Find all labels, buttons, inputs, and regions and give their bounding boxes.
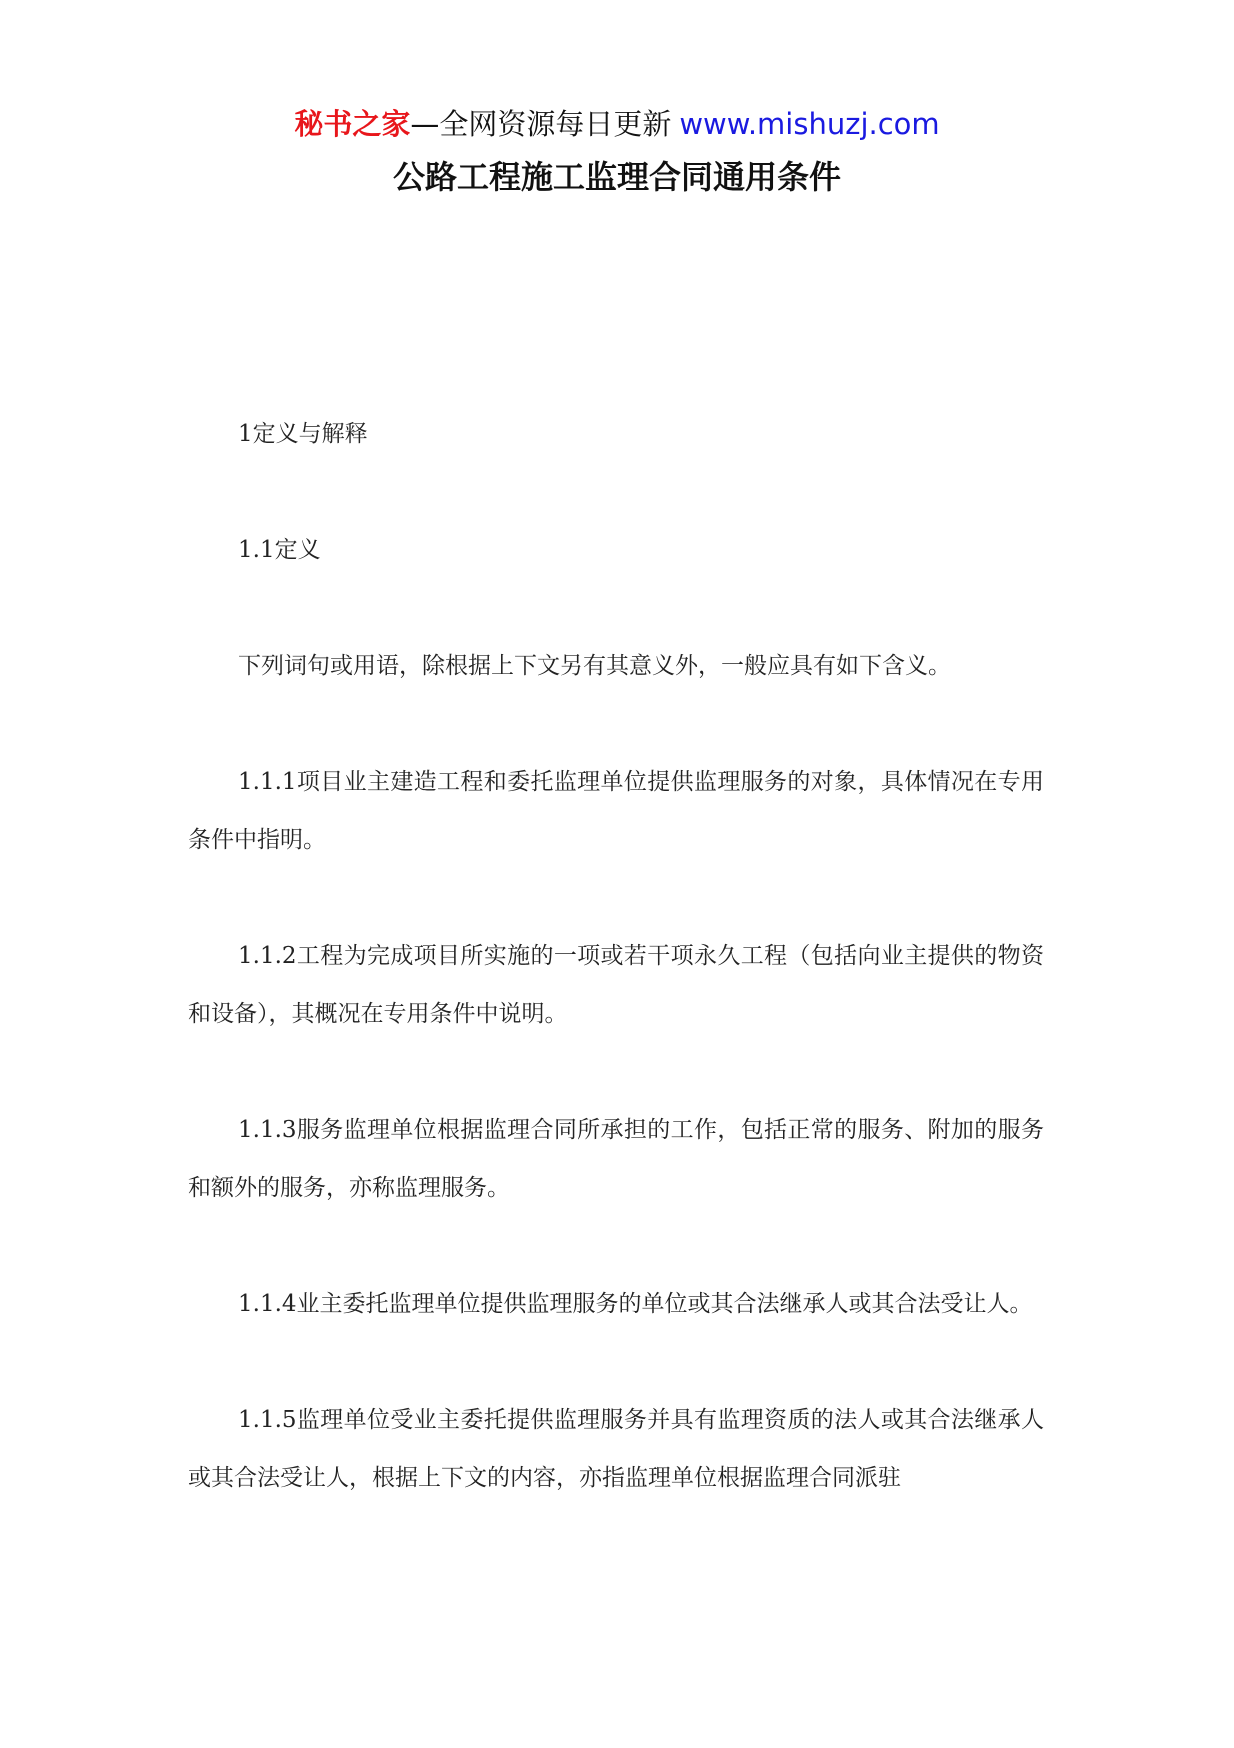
definition-paragraph: 1.1.5监理单位受业主委托提供监理服务并具有监理资质的法人或其合法继承人或其合法受让人，根据上下文的内容，亦指监理单位根据监理合同派驻	[188, 1407, 1044, 1491]
site-link[interactable]: www.mishuzj.com	[679, 107, 940, 141]
site-banner	[0, 104, 1234, 144]
definition-paragraph: 1.1.1项目业主建造工程和委托监理单位提供监理服务的对象，具体情况在专用条件中指明。	[188, 769, 1044, 853]
document-title: 公路工程施工监理合同通用条件	[392, 158, 841, 196]
document-body	[188, 405, 1044, 1565]
brand-name: 秘书之家	[294, 107, 411, 141]
definition-paragraph: 1.1.2工程为完成项目所实施的一项或若干项永久工程（包括向业主提供的物资和设备），其概况在专用条件中说明。	[188, 943, 1044, 1027]
section-heading: 1定义与解释	[238, 421, 368, 447]
brand-slogan: —全网资源每日更新	[410, 107, 672, 141]
subsection-heading: 1.1定义	[238, 537, 321, 563]
body-paragraph: 下列词句或用语，除根据上下文另有其意义外，一般应具有如下含义。	[238, 653, 951, 679]
definition-paragraph: 1.1.4业主委托监理单位提供监理服务的单位或其合法继承人或其合法受让人。	[238, 1291, 1033, 1317]
definition-paragraph: 1.1.3服务监理单位根据监理合同所承担的工作，包括正常的服务、附加的服务和额外的服务，亦称监理服务。	[188, 1117, 1044, 1201]
